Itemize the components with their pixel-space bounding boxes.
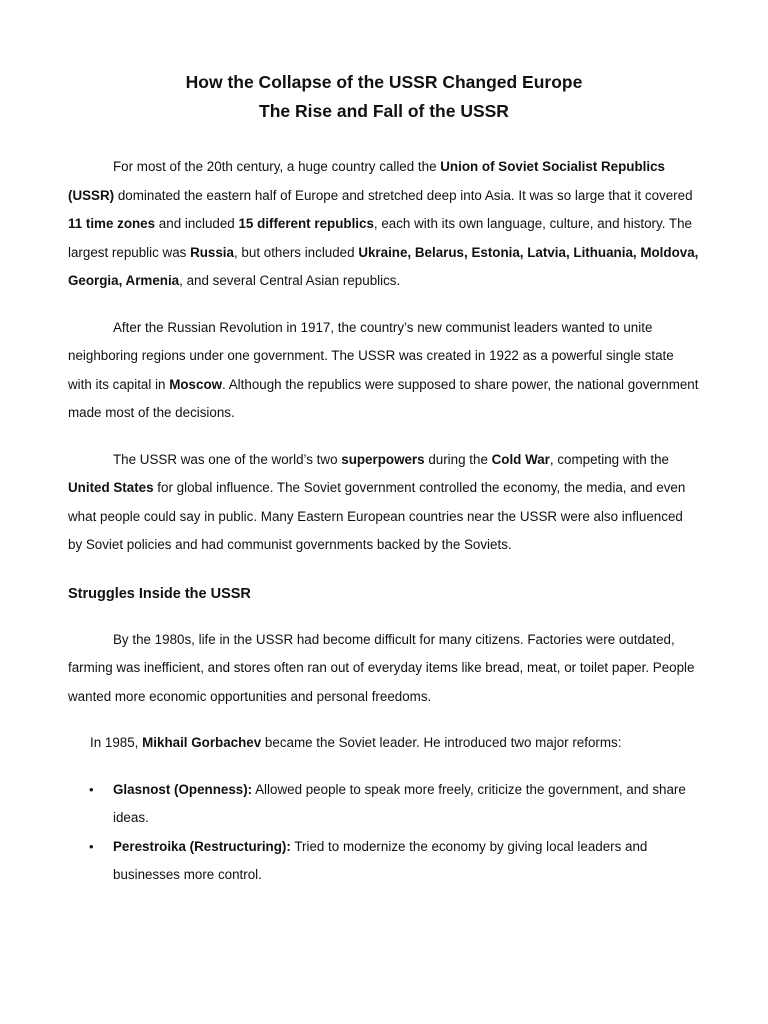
paragraph-3 — [68, 446, 700, 560]
section-heading: Struggles Inside the USSR — [68, 585, 251, 602]
paragraph-1-bold-russia: Russia — [190, 244, 234, 260]
list-item — [68, 776, 700, 833]
document-title — [68, 68, 700, 126]
list-item-text: Allowed people to speak more freely, criticize the government, and share ideas. — [113, 781, 686, 825]
paragraph-5-text-1: In 1985, — [90, 735, 143, 750]
bullet-icon: • — [89, 838, 94, 854]
list-item-term: Perestroika (Restructuring): — [113, 838, 291, 854]
list-item — [68, 833, 700, 890]
paragraph-3-bold-superpowers: superpowers — [341, 451, 425, 467]
list-item-text: Tried to modernize the economy by giving local leaders and businesses more control. — [113, 838, 648, 882]
list-item-term: Glasnost (Openness): — [113, 781, 253, 797]
paragraph-1-bold-republics: 15 different republics — [238, 216, 374, 231]
title-line-2: The Rise and Fall of the USSR — [259, 101, 509, 121]
paragraph-3-text-3: , competing with the — [549, 451, 669, 467]
paragraph-1 — [68, 153, 700, 296]
document-page — [68, 68, 700, 890]
paragraph-3-text-2: during the — [424, 451, 492, 467]
bullet-icon: • — [89, 781, 94, 797]
paragraph-1-bold-time-zones: 11 time zones — [68, 216, 156, 231]
paragraph-3-text-4: for global influence. The Soviet government controlled the economy, the media, and even what people could say in public. Many Eastern European countries near the USSR were also influenced by Soviet policies and had communist governments backed by the Soviets. — [68, 480, 686, 552]
paragraph-1-text-5: , but others included — [233, 244, 359, 260]
paragraph-2 — [68, 314, 700, 428]
paragraph-2-text-1: After the Russian Revolution in 1917, the country’s new communist leaders wanted to unite neighboring regions under one government. The USSR was created in 1922 as a powerful single state with its capital in — [68, 319, 674, 392]
title-line-1: How the Collapse of the USSR Changed Europe — [185, 72, 583, 92]
paragraph-3-bold-cold-war: Cold War — [491, 451, 550, 467]
paragraph-5-bold-gorbachev: Mikhail Gorbachev — [142, 735, 262, 750]
paragraph-4 — [68, 626, 700, 712]
paragraph-3-text-1: The USSR was one of the world’s two — [113, 451, 342, 467]
paragraph-2-bold-moscow: Moscow — [169, 376, 223, 392]
paragraph-1-text-2: dominated the eastern half of Europe and stretched deep into Asia. It was so large that it covered — [114, 187, 693, 203]
paragraph-1-text-1: For most of the 20th century, a huge country called the — [113, 159, 441, 174]
reforms-list — [68, 776, 700, 890]
paragraph-1-text-6: , and several Central Asian republics. — [179, 273, 401, 288]
paragraph-2-text-2: . Although the republics were supposed to share power, the national government made most of the decisions. — [68, 376, 699, 420]
paragraph-1-bold-republic-list: Ukraine, Belarus, Estonia, Latvia, Lithuania, Moldova, Georgia, Armenia — [68, 244, 699, 288]
paragraph-1-bold-ussr: Union of Soviet Socialist Republics (USSR) — [68, 159, 665, 203]
paragraph-1-text-4: , each with its own language, culture, and history. The largest republic was — [68, 216, 692, 260]
paragraph-4-text-1: By the 1980s, life in the USSR had become difficult for many citizens. Factories were outdated, farming was inefficient, and stores often ran out of everyday items like bread, meat, or toilet paper. People wanted more economic opportunities and personal freedoms. — [68, 631, 695, 704]
paragraph-1-text-3: and included — [155, 216, 239, 231]
paragraph-5-text-2: became the Soviet leader. He introduced two major reforms: — [261, 735, 622, 750]
paragraph-3-bold-united-states: United States — [68, 480, 154, 495]
paragraph-5 — [68, 729, 700, 758]
